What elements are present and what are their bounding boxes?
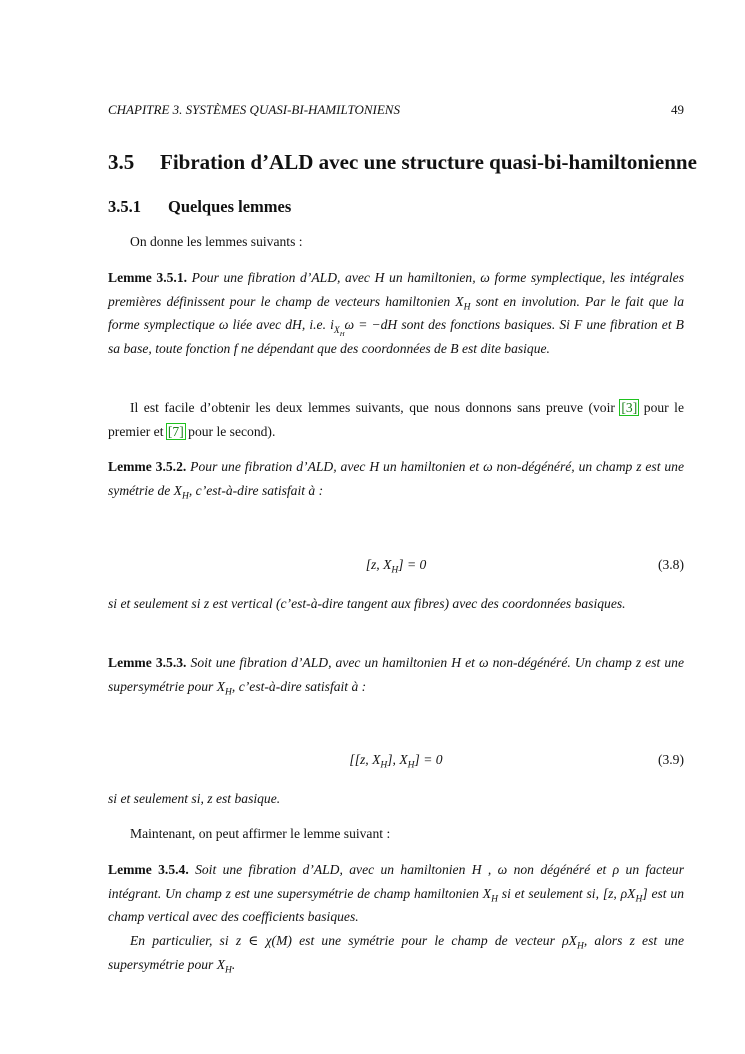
eq-part: [z, X bbox=[365, 557, 392, 572]
eq-part: ], X bbox=[387, 752, 408, 767]
lemma-text: . bbox=[231, 956, 236, 972]
lemma-3-5-2 bbox=[108, 455, 684, 502]
eq-part: [[z, X bbox=[349, 752, 381, 767]
paragraph-text: pour le second). bbox=[184, 423, 276, 439]
subscript: H bbox=[491, 894, 498, 905]
equation-body bbox=[349, 750, 442, 770]
paragraph-text: pour le premier et bbox=[108, 400, 684, 439]
equation-number: (3.9) bbox=[657, 752, 684, 767]
body-paragraph bbox=[108, 396, 684, 443]
lemma-3-5-4-remark bbox=[108, 929, 684, 976]
lemma-text: , alors z est une supersymétrie pour X bbox=[108, 933, 684, 972]
lemma-3-5-4 bbox=[108, 858, 684, 929]
running-header bbox=[108, 100, 684, 120]
subscript: H bbox=[225, 687, 232, 698]
lemma-3-5-1 bbox=[108, 266, 684, 360]
lemma-label: Lemme 3.5.2. bbox=[108, 459, 187, 474]
subscript: X bbox=[333, 325, 340, 336]
equation-number: (3.8) bbox=[657, 557, 684, 572]
equation-body bbox=[366, 555, 427, 575]
subscript: H bbox=[391, 565, 399, 576]
section-number: 3.5 bbox=[108, 150, 135, 174]
subsection-title: Quelques lemmes bbox=[168, 197, 292, 216]
subsection-number: 3.5.1 bbox=[108, 197, 141, 216]
lemma-text: Pour une fibration d’ALD, avec H un hamiltonien, ω forme symplectique, les intégrales premières définissent pour le champ de vecteurs hamiltonien X bbox=[108, 270, 684, 309]
lemma-text: , c’est-à-dire satisfait à : bbox=[188, 482, 324, 498]
lemma-text: si et seulement si, [z, ρX bbox=[497, 885, 636, 901]
lemma-3-5-3 bbox=[108, 651, 684, 698]
subscript: H bbox=[225, 965, 232, 976]
subscript: H bbox=[339, 330, 345, 338]
equation-3-8 bbox=[108, 555, 684, 575]
section-heading bbox=[108, 148, 697, 176]
lemma-3-5-3-continuation: si et seulement si, z est basique. bbox=[108, 791, 281, 806]
lemma-text: En particulier, si z ∈ χ(M) est une symétrie pour le champ de vecteur ρX bbox=[130, 933, 577, 948]
lemma-label: Lemme 3.5.1. bbox=[108, 270, 188, 285]
paragraph-text: Il est facile d’obtenir les deux lemmes suivants, que nous donnons sans preuve (voir bbox=[130, 400, 621, 415]
lemma-text: , c’est-à-dire satisfait à : bbox=[231, 678, 367, 694]
lemma-text: ω = −dH sont des fonctions basiques. Si F une fibration et B sa base, toute fonction f ne dépendant que des coordonnées de B est dite basique. bbox=[108, 317, 684, 356]
subscript: H bbox=[380, 760, 388, 771]
subscript: H bbox=[463, 302, 471, 313]
subscript: H bbox=[635, 894, 643, 905]
citation-link-7[interactable]: [7] bbox=[167, 423, 184, 439]
lemma-text: Soit une fibration d’ALD, avec un hamiltonien H et ω non-dégénéré. Un champ z est une supersymétrie pour X bbox=[108, 655, 684, 694]
document-page bbox=[108, 0, 697, 1054]
page-number: 49 bbox=[671, 102, 684, 117]
subsection-heading bbox=[108, 195, 684, 219]
subscript: H bbox=[181, 491, 189, 502]
chapter-title: CHAPITRE 3. SYSTÈMES QUASI-BI-HAMILTONIENS bbox=[108, 102, 400, 117]
lemma-text: sont en involution. Par le fait que la forme symplectique ω liée avec dH, i.e. i bbox=[108, 293, 684, 332]
eq-part: ] = 0 bbox=[414, 752, 443, 767]
subscript: H bbox=[407, 760, 415, 771]
section-title: Fibration d’ALD avec une structure quasi-bi-hamiltonienne bbox=[160, 150, 697, 174]
subscript: H bbox=[576, 941, 584, 952]
equation-3-9 bbox=[108, 750, 684, 770]
lemma-text: ] est un champ vertical avec des coefficients basiques. bbox=[108, 885, 684, 924]
citation-link-3[interactable]: [3] bbox=[621, 400, 638, 415]
lemma-label: Lemme 3.5.4. bbox=[108, 862, 189, 877]
intro-paragraph: On donne les lemmes suivants : bbox=[130, 234, 303, 249]
lemma-text: Pour une fibration d’ALD, avec H un hamiltonien et ω non-dégénéré, un champ z est une symétrie de X bbox=[108, 459, 684, 498]
body-paragraph: Maintenant, on peut affirmer le lemme suivant : bbox=[130, 826, 391, 841]
lemma-3-5-2-continuation: si et seulement si z est vertical (c’est-à-dire tangent aux fibres) avec des coordonnées basiques. bbox=[108, 596, 626, 611]
eq-part: ] = 0 bbox=[398, 557, 427, 572]
lemma-label: Lemme 3.5.3. bbox=[108, 655, 187, 670]
lemma-text: Soit une fibration d’ALD, avec un hamiltonien H , ω non dégénéré et ρ un facteur intégrant. Un champ z est une supersymétrie de champ hamiltonien X bbox=[108, 862, 684, 901]
